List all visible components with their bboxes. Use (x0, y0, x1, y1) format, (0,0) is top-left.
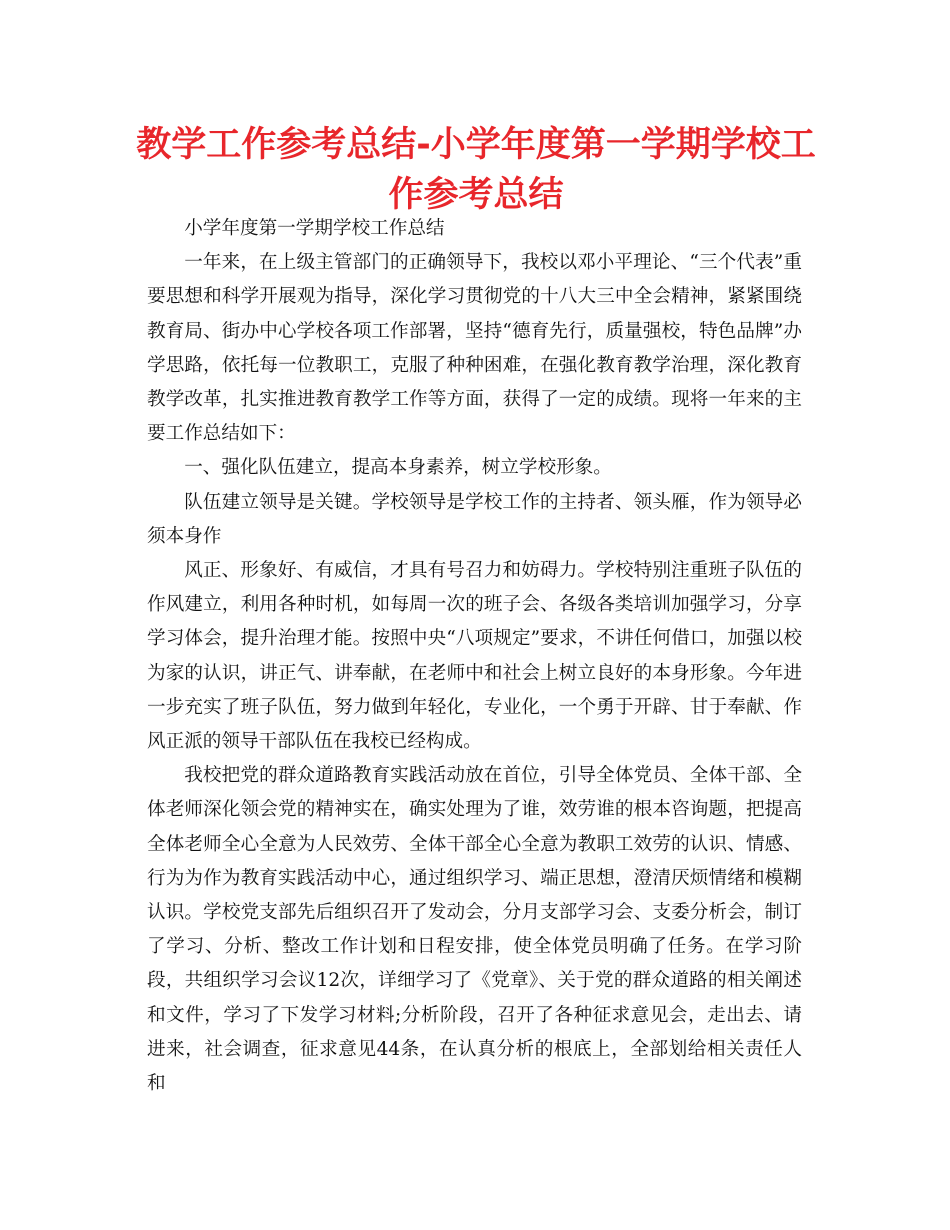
section-heading: 一、强化队伍建立，提高本身素养，树立学校形象。 (184, 457, 612, 479)
body-paragraph: 队伍建立领导是关键。学校领导是学校工作的主持者、领头雁，作为领导必须本身作 (147, 491, 802, 547)
document-title: 教学工作参考总结-小学年度第一学期学校工作参考总结 (136, 125, 816, 215)
document-body (147, 212, 802, 1101)
subtitle-paragraph: 小学年度第一学期学校工作总结 (184, 218, 445, 239)
body-paragraph: 风正、形象好、有威信，才具有号召力和妨碍力。学校特别注重班子队伍的作风建立，利用各种时机，如每周一次的班子会、各级各类培训加强学习，分享学习体会，提升治理才能。按照中央“八项规定”要求，不讲任何借口，加强以校为家的认识，讲正气、讲奉献，在老师中和社会上树立良好的本身形象。今年进一步充实了班子队伍，努力做到年轻化，专业化，一个勇于开辟、甘于奉献、作风正派的领导干部队伍在我校已经构成。 (147, 560, 802, 753)
intro-paragraph: 一年来，在上级主管部门的正确领导下，我校以邓小平理论、“三个代表”重要思想和科学开展观为指导，深化学习贯彻党的十八大三中全会精神，紧紧围绕教育局、街办中心学校各项工作部署，坚持“德育先行，质量强校，特色品牌”办学思路，依托每一位教职工，克服了种种困难，在强化教育教学治理，深化教育教学改革，扎实推进教育教学工作等方面，获得了一定的成绩。现将一年来的主要工作总结如下： (147, 252, 802, 445)
body-paragraph: 我校把党的群众道路教育实践活动放在首位，引导全体党员、全体干部、全体老师深化领会党的精神实在，确实处理为了谁，效劳谁的根本咨询题，把提高全体老师全心全意为人民效劳、全体干部全心全意为教职工效劳的认识、情感、行为为作为教育实践活动中心，通过组织学习、端正思想，澄清厌烦情绪和模糊认识。学校党支部先后组织召开了发动会，分月支部学习会、支委分析会，制订了学习、分析、整改工作计划和日程安排，使全体党员明确了任务。在学习阶段，共组织学习会议12次，详细学习了《党章》、关于党的群众道路的相关阐述和文件，学习了下发学习材料;分析阶段，召开了各种征求意见会，走出去、请进来，社会调查，征求意见44条，在认真分析的根底上，全部划给相关责任人和 (147, 765, 802, 1095)
